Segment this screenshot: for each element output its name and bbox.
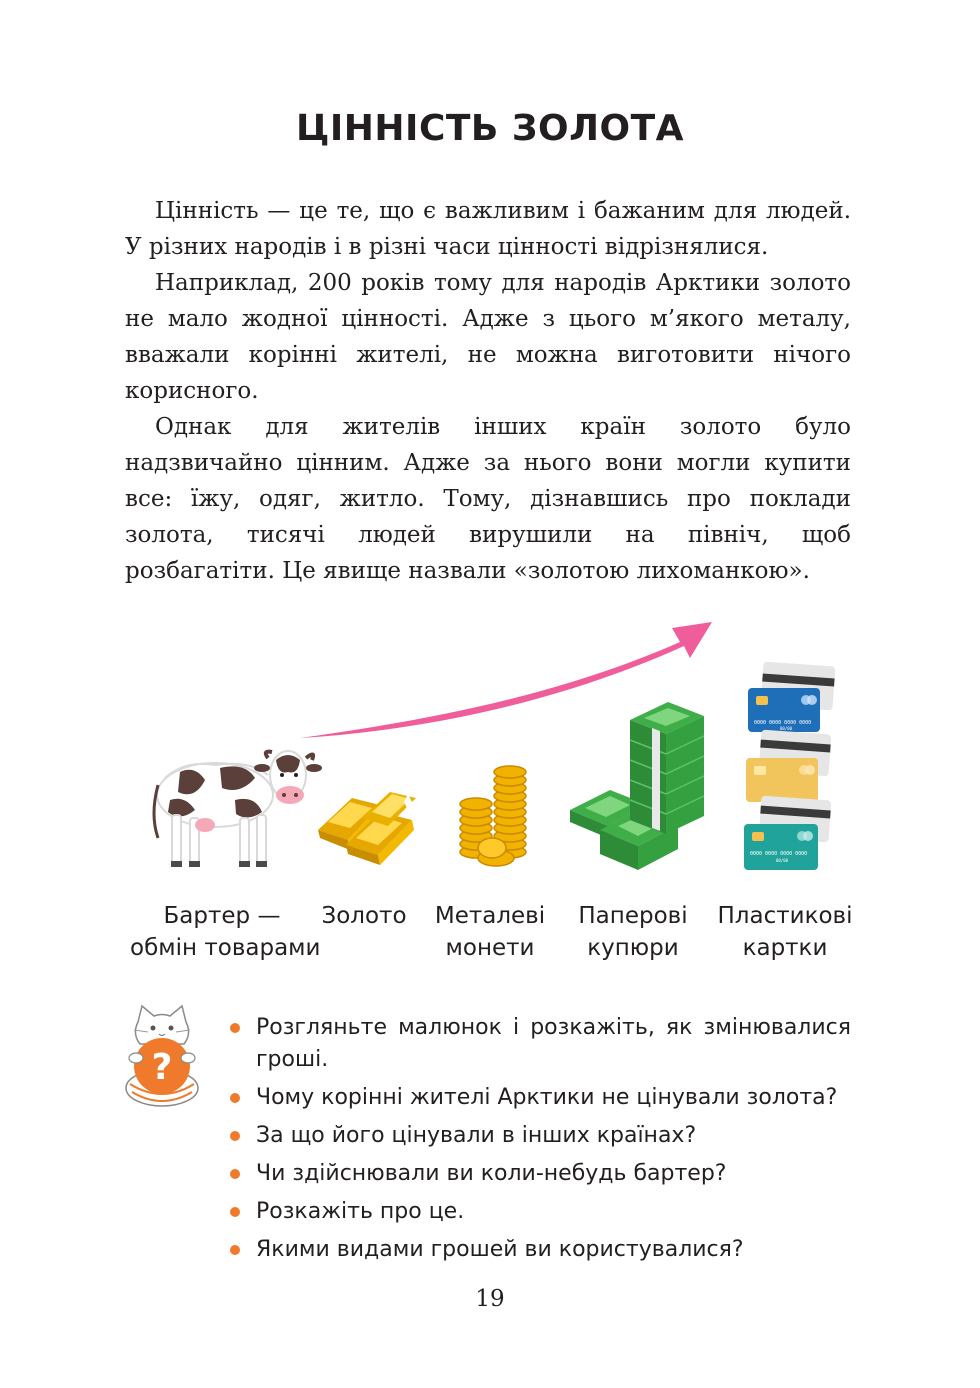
page-number: 19 <box>475 1286 505 1312</box>
cow-icon <box>154 751 322 867</box>
list-item: За що його цінували в інших країнах? <box>230 1120 851 1152</box>
paragraph-3: Однак для жителів інших країн золото було надзвичайно цінним. Адже за нього вони могли купити все: їжу, одяг, житло. Тому, дізнавшись про поклади золота, тисячі людей вирушили на північ, щоб розбагатіти. Це явище назвали «золотою лихоманкою». <box>125 414 851 584</box>
caption-cards: Пластикові картки <box>717 903 853 961</box>
card-number-1: 0000 0000 0000 0000 <box>754 720 812 726</box>
coins-icon <box>460 766 526 866</box>
card-expiry-1: 00/00 <box>780 726 793 731</box>
bullet-icon <box>230 1093 240 1103</box>
paragraph-1: Цінність — це те, що є важливим і бажаним для людей. У різних народів і в різні часи цінності відрізнялися. <box>125 198 851 260</box>
caption-barter: Бартер — обмін товарами <box>130 903 321 961</box>
svg-text:?: ? <box>151 1047 173 1088</box>
credit-card-icon <box>744 796 831 870</box>
plastic-cards-icon <box>744 662 835 870</box>
credit-card-icon <box>748 662 835 732</box>
cat-question-icon <box>122 1000 202 1110</box>
list-item: Розгляньте малюнок і розкажіть, як змінювалися гроші. <box>230 1012 851 1076</box>
caption-banknotes: Паперові купюри <box>578 903 688 961</box>
list-item: Чому корінні жителі Арктики не цінували золота? <box>230 1082 851 1114</box>
credit-card-icon <box>746 730 831 802</box>
list-item: Якими видами грошей ви користувалися? <box>230 1234 851 1266</box>
caption-coins: Металеві монети <box>434 903 546 961</box>
page-title: ЦІННІСТЬ ЗОЛОТА <box>296 108 684 149</box>
body-text <box>125 193 851 589</box>
bullet-icon <box>230 1131 240 1141</box>
gold-bars-icon <box>318 792 416 865</box>
card-expiry-3: 00/00 <box>776 858 789 863</box>
banknotes-icon <box>570 702 704 890</box>
money-evolution-illustration <box>0 600 980 890</box>
bullet-icon <box>230 1207 240 1217</box>
question-list <box>230 1012 851 1272</box>
list-item: Чи здійснювали ви коли-небудь бартер? <box>230 1158 851 1190</box>
card-number-3: 0000 0000 0000 0000 <box>750 851 808 857</box>
bullet-icon <box>230 1245 240 1255</box>
list-item: Розкажіть про це. <box>230 1196 851 1228</box>
caption-gold: Золото <box>321 903 407 929</box>
bullet-icon <box>230 1169 240 1179</box>
bullet-icon <box>230 1023 240 1033</box>
paragraph-2: Наприклад, 200 років тому для народів Арктики золото не мало жодної цінності. Адже з цього м’якого металу, вважали корінні жителі, не можна виготовити нічого корисного. <box>125 270 851 404</box>
